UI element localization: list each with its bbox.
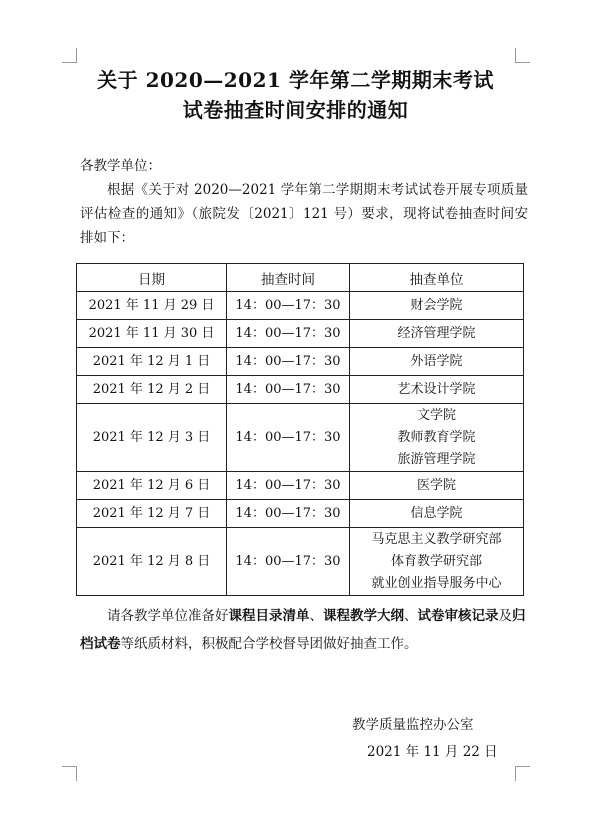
cell-date: 2021 年 11 月 29 日 (77, 292, 227, 320)
cell-date: 2021 年 12 月 2 日 (77, 376, 227, 404)
cell-unit: 信息学院 (350, 500, 524, 528)
table-row (77, 348, 524, 376)
table-row (77, 376, 524, 404)
header-time: 抽查时间 (227, 264, 350, 292)
table-row (77, 472, 524, 500)
cell-date: 2021 年 12 月 6 日 (77, 472, 227, 500)
closing-paragraph (80, 602, 528, 658)
crop-mark-top-left (62, 48, 77, 63)
cell-date: 2021 年 12 月 1 日 (77, 348, 227, 376)
header-unit: 抽查单位 (350, 264, 524, 292)
unit-line: 体育教学研究部 (390, 553, 482, 569)
salutation: 各教学单位： (80, 158, 161, 174)
cell-time: 14：00—17：30 (227, 404, 350, 472)
cell-date: 2021 年 12 月 7 日 (77, 500, 227, 528)
cell-unit: 艺术设计学院 (350, 376, 524, 404)
table-header-row (77, 264, 524, 292)
table-row (77, 404, 524, 472)
closing-bold-item: 归档试卷 (80, 608, 526, 652)
cell-date: 2021 年 11 月 30 日 (77, 320, 227, 348)
body-paragraph: 根据《关于对 2020—2021 学年第二学期期末考试试卷开展专项质量评估检查的通知》（旅院发〔2021〕121 号）要求，现将试卷抽查时间安排如下： (80, 182, 528, 246)
cell-unit: 医学院 (350, 472, 524, 500)
signature-organization: 教学质量监控办公室 (352, 717, 474, 733)
cell-unit: 外语学院 (350, 348, 524, 376)
schedule-table (76, 263, 524, 596)
cell-unit (350, 528, 524, 596)
cell-date: 2021 年 12 月 3 日 (77, 404, 227, 472)
unit-line: 文学院 (416, 407, 456, 423)
cell-time: 14：00—17：30 (227, 500, 350, 528)
table-row (77, 528, 524, 596)
cell-time: 14：00—17：30 (227, 348, 350, 376)
closing-text: 、 (309, 608, 323, 624)
document-title-line-1: 关于 2020—2021 学年第二学期期末考试 (97, 68, 494, 92)
closing-bold-item: 课程教学大纲 (323, 608, 404, 624)
document-title-line-2: 试卷抽查时间安排的通知 (182, 98, 409, 122)
cell-unit: 经济管理学院 (350, 320, 524, 348)
unit-line: 就业创业指导服务中心 (371, 575, 502, 591)
crop-mark-bottom-right (515, 766, 530, 781)
closing-text: 及 (498, 608, 512, 624)
closing-text: 等纸质材料，积极配合学校督导团做好抽查工作。 (120, 636, 418, 652)
crop-mark-bottom-left (62, 766, 77, 781)
table-row (77, 292, 524, 320)
signature-date: 2021 年 11 月 22 日 (367, 744, 498, 760)
cell-date: 2021 年 12 月 8 日 (77, 528, 227, 596)
cell-time: 14：00—17：30 (227, 528, 350, 596)
closing-bold-item: 试卷审核记录 (417, 608, 499, 624)
cell-unit: 财会学院 (350, 292, 524, 320)
closing-text: 、 (404, 608, 418, 624)
cell-time: 14：00—17：30 (227, 320, 350, 348)
cell-time: 14：00—17：30 (227, 472, 350, 500)
cell-unit (350, 404, 524, 472)
table-row (77, 320, 524, 348)
crop-mark-top-right (515, 48, 530, 63)
table-row (77, 500, 524, 528)
header-date: 日期 (77, 264, 227, 292)
cell-time: 14：00—17：30 (227, 376, 350, 404)
cell-time: 14：00—17：30 (227, 292, 350, 320)
unit-line: 教师教育学院 (397, 429, 476, 445)
closing-bold-item: 课程目录清单 (228, 608, 310, 624)
closing-text: 请各教学单位准备好 (107, 608, 229, 624)
unit-line: 旅游管理学院 (397, 451, 476, 467)
unit-line: 马克思主义教学研究部 (371, 531, 502, 547)
